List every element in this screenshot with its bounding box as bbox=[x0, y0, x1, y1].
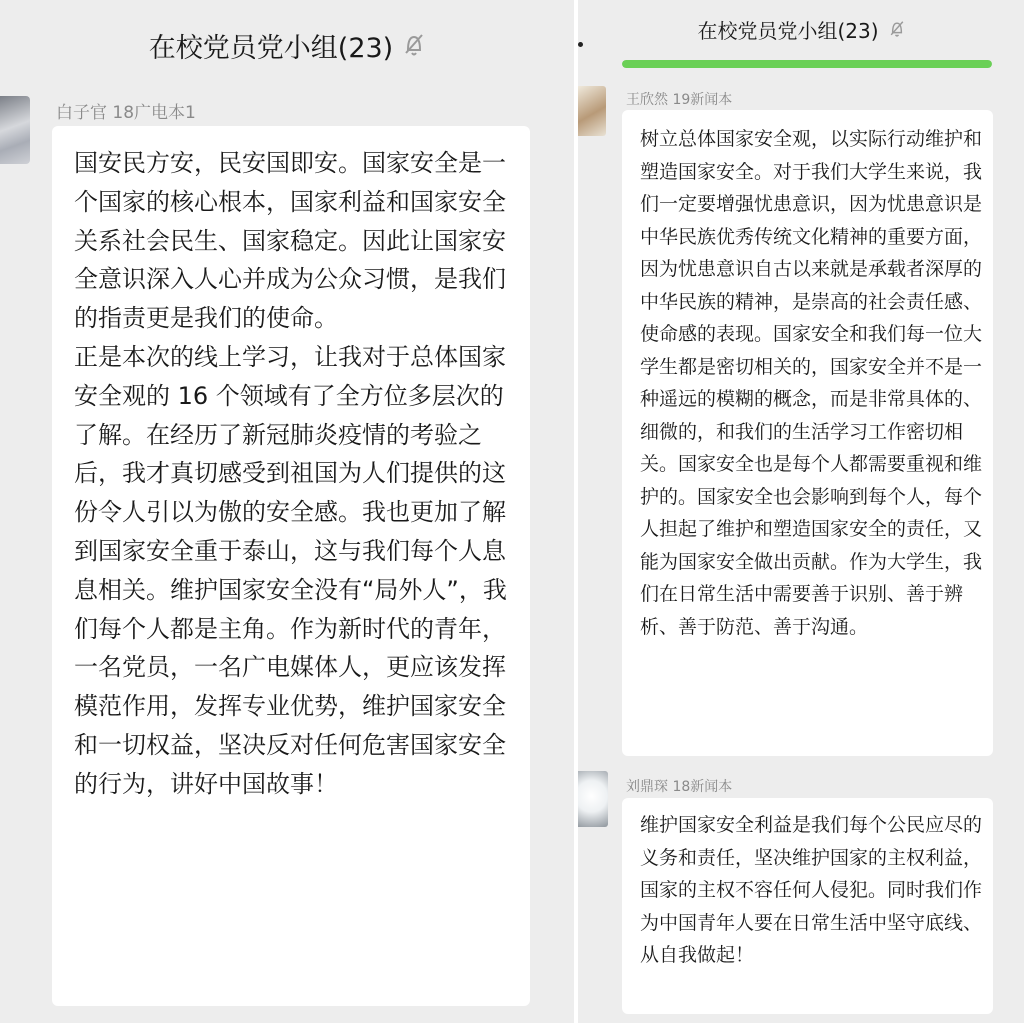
message-text: 维护国家安全利益是我们每个公民应尽的义务和责任，坚决维护国家的主权利益，国家的主权不容任何人侵犯。同时我们作为中国青年人要在日常生活中坚守底线、从自我做起！ bbox=[640, 814, 983, 966]
avatar[interactable] bbox=[0, 96, 30, 164]
message-bubble[interactable] bbox=[622, 110, 993, 756]
mute-bell-icon bbox=[889, 19, 905, 39]
message-text: 国安民方安，民安国即安。国家安全是一个国家的核心根本，国家利益和国家安全关系社会民生、国家稳定。因此让国家安全意识深入人心并成为公众习惯，是我们的指责更是我们的使命。 正是本次的线上学习，让我对于总体国家安全观的 16 个领域有了全方位多层次的了解。在经历了新冠肺炎疫情的考验之后，我才真切感受到祖国为人们提供的这份令人引以为傲的安全感。我也更加了解到国家安全重于泰山，这与我们每个人息息相关。维护国家安全没有“局外人”，我们每个人都是主角。作为新时代的青年，一名党员，一名广电媒体人，更应该发挥模范作用，发挥专业优势，维护国家安全和一切权益，坚决反对任何危害国家安全的行为，讲好中国故事！ bbox=[74, 149, 507, 798]
chat-header bbox=[578, 12, 1024, 46]
sender-name: 王欣然 19新闻本 bbox=[626, 92, 733, 108]
sender-name: 刘鼎琛 18新闻本 bbox=[626, 779, 733, 795]
avatar[interactable] bbox=[578, 86, 606, 136]
chat-header bbox=[0, 22, 574, 68]
chat-panel-right bbox=[578, 0, 1024, 1023]
sender-name: 白子官 18广电本1 bbox=[56, 103, 196, 123]
avatar[interactable] bbox=[578, 771, 608, 827]
loading-progress-fill bbox=[622, 60, 992, 68]
message-bubble[interactable] bbox=[622, 798, 993, 1014]
mute-bell-icon bbox=[403, 32, 425, 58]
chat-title: 在校党员党小组(23) bbox=[148, 32, 394, 64]
message-text: 树立总体国家安全观，以实际行动维护和塑造国家安全。对于我们大学生来说，我们一定要增强忧患意识，因为忧患意识是中华民族优秀传统文化精神的重要方面，因为忧患意识自古以来就是承载者深厚的中华民族的精神，是崇高的社会责任感、使命感的表现。国家安全和我们每一位大学生都是密切相关的，国家安全并不是一种遥远的模糊的概念，而是非常具体的、细微的，和我们的生活学习工作密切相关。国家安全也是每个人都需要重视和维护的。国家安全也会影响到每个人，每个人担起了维护和塑造国家安全的责任，又能为国家安全做出贡献。作为大学生，我们在日常生活中需要善于识别、善于辨析、善于防范、善于沟通。 bbox=[640, 128, 983, 638]
chat-title: 在校党员党小组(23) bbox=[697, 18, 879, 43]
loading-progress-bar bbox=[622, 60, 992, 68]
message-bubble[interactable] bbox=[52, 126, 530, 1006]
